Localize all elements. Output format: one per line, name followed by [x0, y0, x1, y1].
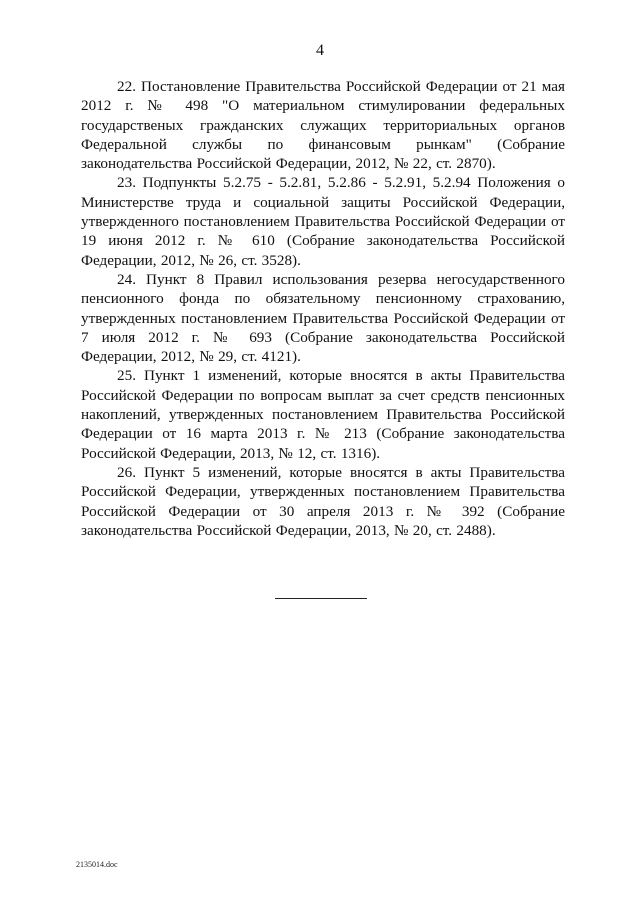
end-divider: [275, 598, 367, 599]
paragraph-26: 26. Пункт 5 изменений, которые вносятся в акты Правительства Российской Федерации, утвержденных постановлением Правительства Российской Федерации от 30 апреля 2013 г. № 392 (Собрание законодательства Российской Федерации, 2013, № 20, ст. 2488).: [81, 463, 565, 539]
paragraph-23: 23. Подпункты 5.2.75 - 5.2.81, 5.2.86 - 5.2.91, 5.2.94 Положения о Министерстве труда и социальной защиты Российской Федерации, утвержденного постановлением Правительства Российской Федерации от 19 июня 2012 г. № 610 (Собрание законодательства Российской Федерации, 2012, № 26, ст. 3528).: [81, 174, 565, 269]
page-number: 4: [316, 42, 324, 59]
paragraph-22: 22. Постановление Правительства Российской Федерации от 21 мая 2012 г. № 498 "О материальном стимулировании федеральных государственых гражданских служащих территориальных органов Федеральной службы по финансовым рынкам" (Собрание законодательства Российской Федерации, 2012, № 22, ст. 2870).: [81, 78, 565, 173]
document-filename: 2135014.doc: [76, 860, 118, 869]
document-body: [81, 77, 565, 540]
paragraph-24: 24. Пункт 8 Правил использования резерва негосударственного пенсионного фонда по обязательному пенсионному страхованию, утвержденных постановлением Правительства Российской Федерации от 7 июля 2012 г. № 693 (Собрание законодательства Российской Федерации, 2012, № 29, ст. 4121).: [81, 270, 565, 366]
paragraph-25: 25. Пункт 1 изменений, которые вносятся в акты Правительства Российской Федерации по вопросам выплат за счет средств пенсионных накоплений, утвержденных постановлением Правительства Российской Федерации от 16 марта 2013 г. № 213 (Собрание законодательства Российской Федерации, 2013, № 12, ст. 1316).: [81, 367, 565, 462]
